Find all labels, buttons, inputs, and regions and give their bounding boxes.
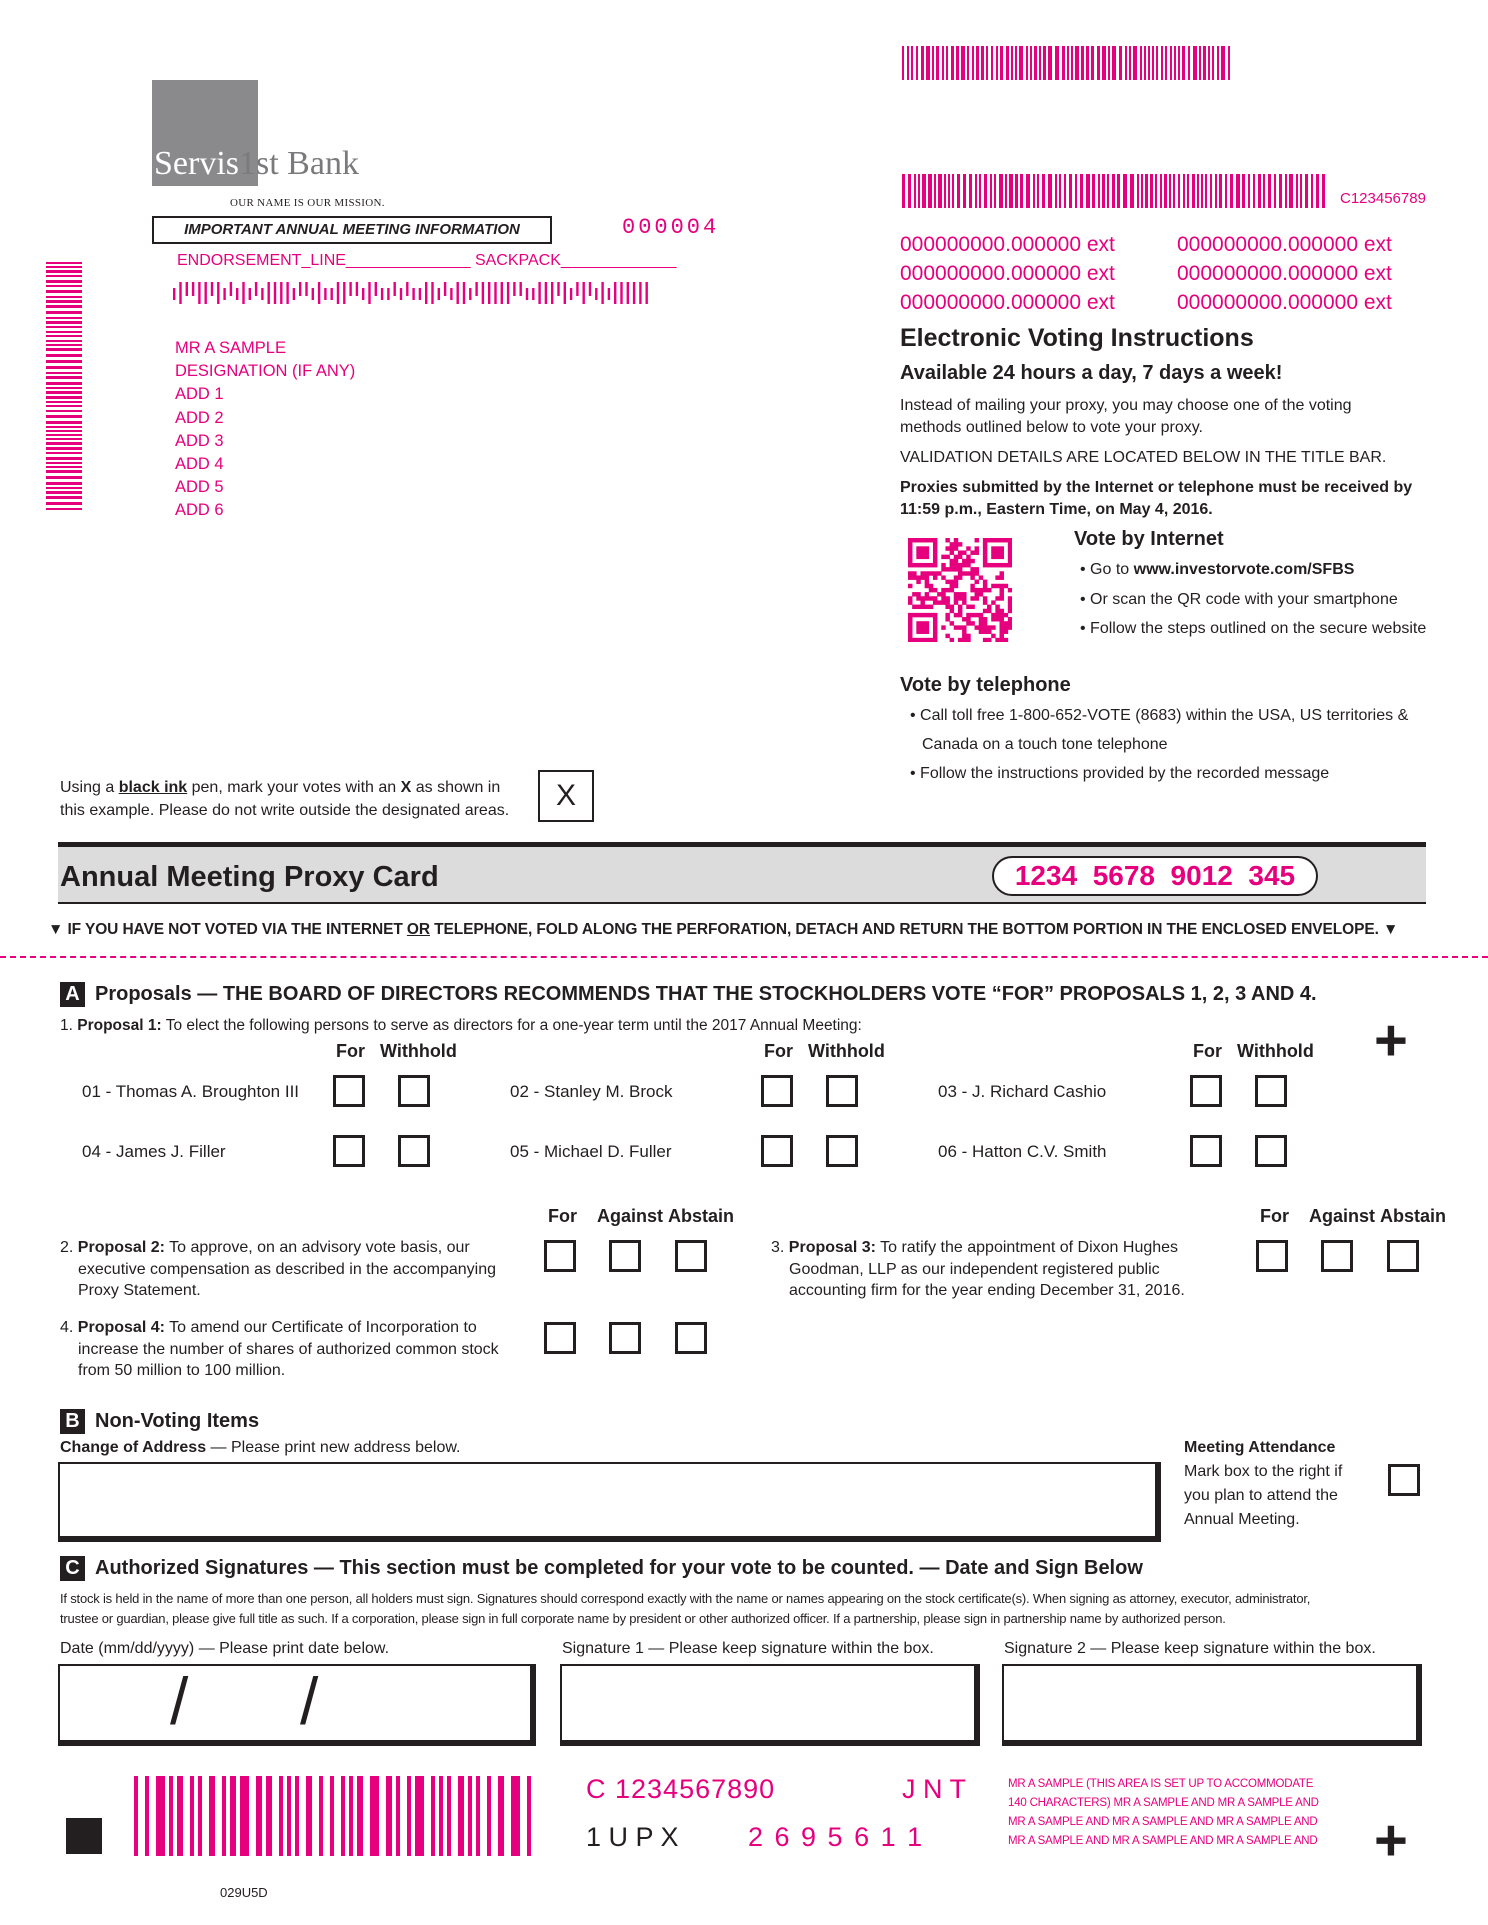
form-code: 029U5D	[220, 1885, 268, 1900]
phone-line-1: • Call toll free 1-800-652-VOTE (8683) within the USA, US territories &	[910, 707, 1409, 724]
evoting-title: Electronic Voting Instructions	[900, 324, 1254, 352]
address-line-6: ADD 4	[175, 455, 224, 474]
section-a-header	[60, 982, 1317, 1007]
attendance-title: Meeting Attendance	[1184, 1439, 1336, 1456]
ext-value-1: 000000000.000000 ext	[900, 233, 1115, 256]
p3-line-3: accounting firm for the year ending December 31, 2016.	[789, 1282, 1185, 1299]
footer-jnt: J N T	[902, 1774, 967, 1804]
validation-oval	[992, 856, 1318, 896]
ext-value-6: 000000000.000000 ext	[1177, 291, 1392, 314]
address-line-4: ADD 2	[175, 408, 224, 427]
signature-note	[60, 1589, 1310, 1629]
instr-c: pen, mark your votes with an	[187, 779, 401, 796]
nominee-4-for-checkbox[interactable]	[333, 1135, 365, 1167]
p2-line-3: Proxy Statement.	[78, 1282, 201, 1299]
p3-col-abstain: Abstain	[1380, 1206, 1447, 1226]
proposal-1-intro	[60, 1017, 862, 1035]
nominee-1-for-checkbox[interactable]	[333, 1075, 365, 1107]
attendance-line-3: Annual Meeting.	[1184, 1511, 1300, 1528]
p4-abstain-checkbox[interactable]	[675, 1322, 707, 1354]
p3-col-against: Against	[1309, 1206, 1376, 1226]
nominee-2-withhold-checkbox[interactable]	[826, 1075, 858, 1107]
nominee-1: 01 - Thomas A. Broughton III	[82, 1082, 300, 1101]
signature-1-label: Signature 1 — Please keep signature within the box.	[562, 1640, 934, 1657]
section-b-title: Non-Voting Items	[95, 1409, 260, 1432]
p3-line-1	[771, 1237, 1185, 1259]
nominee-6: 06 - Hatton C.V. Smith	[938, 1142, 1107, 1161]
endorsement-line: ENDORSEMENT_LINE______________ SACKPACK_____________	[177, 252, 677, 269]
change-address-label	[60, 1439, 460, 1457]
p4-against-checkbox[interactable]	[609, 1322, 641, 1354]
qr-code	[908, 538, 1012, 642]
instr-e: as shown in	[411, 779, 501, 796]
p4-label: Proposal 4:	[77, 1319, 165, 1336]
control-code: C123456789	[1340, 190, 1426, 207]
nominee-4-withhold-checkbox[interactable]	[398, 1135, 430, 1167]
p3-line-2: Goodman, LLP as our independent registered public	[789, 1260, 1160, 1278]
nominee-5: 05 - Michael D. Fuller	[510, 1142, 672, 1161]
col-withhold-1: Withhold	[380, 1041, 457, 1061]
evoting-subtitle: Available 24 hours a day, 7 days a week!	[900, 362, 1283, 384]
instr-a: Using a	[60, 779, 119, 796]
p2-col-against: Against	[597, 1206, 664, 1226]
signature-1-input[interactable]	[560, 1664, 980, 1746]
example-mark: X	[555, 779, 576, 812]
nominee-3-for-checkbox[interactable]	[1190, 1075, 1222, 1107]
section-b-letter: B	[60, 1409, 85, 1434]
p3-abstain-checkbox[interactable]	[1387, 1240, 1419, 1272]
important-info-box	[152, 216, 552, 244]
phone-line-3: • Follow the instructions provided by the recorded message	[910, 765, 1330, 782]
p3-text-1: To ratify the appointment of Dixon Hughes	[875, 1239, 1179, 1256]
attendance-line-1: Mark box to the right if	[1184, 1463, 1343, 1480]
phone-title: Vote by telephone	[900, 674, 1071, 696]
meeting-attendance	[1184, 1436, 1342, 1532]
address-line-2: DESIGNATION (IF ANY)	[175, 362, 356, 381]
ext-value-3: 000000000.000000 ext	[900, 262, 1115, 285]
address-line-3: ADD 1	[175, 385, 224, 404]
sample-line-2: 140 CHARACTERS) MR A SAMPLE AND MR A SAMPLE AND	[1008, 1797, 1319, 1809]
section-c-header	[60, 1556, 1143, 1581]
date-slash-2: /	[300, 1664, 319, 1738]
vertical-barcode-left	[46, 262, 82, 514]
top-barcode-2	[902, 174, 1326, 208]
sample-line-3: MR A SAMPLE AND MR A SAMPLE AND MR A SAMPLE AND	[1008, 1816, 1318, 1828]
col-for-1: For	[336, 1041, 365, 1061]
signature-note-line-2: trustee or guardian, please give full title as such. If a corporation, please sign in full corporate name by president or other authorized officer. If a partnership, please sign in partnership name by authorized person.	[60, 1611, 1226, 1626]
ext-value-2: 000000000.000000 ext	[1177, 233, 1392, 256]
footer-number: 2 6 9 5 6 1 1	[748, 1822, 925, 1852]
p3-for-checkbox[interactable]	[1256, 1240, 1288, 1272]
fold-text-a: IF YOU HAVE NOT VOTED VIA THE INTERNET	[67, 921, 407, 938]
nominee-3-withhold-checkbox[interactable]	[1255, 1075, 1287, 1107]
internet-go	[1080, 561, 1354, 579]
p1-text: To elect the following persons to serve as directors for a one-year term until the 2017 Annual Meeting:	[161, 1017, 862, 1034]
nominee-2-for-checkbox[interactable]	[761, 1075, 793, 1107]
sample-line-1: MR A SAMPLE (THIS AREA IS SET UP TO ACCOMMODATE	[1008, 1778, 1314, 1790]
phone-line-2: Canada on a touch tone telephone	[922, 736, 1168, 753]
validation-number: 1234 5678 9012 345	[1014, 860, 1296, 891]
proposal-2	[60, 1237, 496, 1302]
internet-url[interactable]: www.investorvote.com/SFBS	[1133, 561, 1355, 578]
p4-for-checkbox[interactable]	[544, 1322, 576, 1354]
meeting-attendance-checkbox[interactable]	[1388, 1464, 1420, 1496]
example-mark-box	[538, 770, 594, 822]
registration-plus-bottom: +	[1374, 1808, 1408, 1873]
p4-line-1	[60, 1317, 499, 1339]
signature-note-line-1: If stock is held in the name of more than one person, all holders must sign. Signatures should correspond exactly with the name or names appearing on the stock certificate(s). When signing as attorney, executor, administrator,	[60, 1591, 1311, 1606]
registration-plus-top: +	[1374, 1008, 1408, 1073]
instructions-line-1	[60, 776, 509, 799]
p2-abstain-checkbox[interactable]	[675, 1240, 707, 1272]
p2-line-2: executive compensation as described in the accompanying	[78, 1260, 497, 1278]
nominee-3: 03 - J. Richard Cashio	[938, 1082, 1107, 1101]
nominee-6-for-checkbox[interactable]	[1190, 1135, 1222, 1167]
col-withhold-2: Withhold	[808, 1041, 885, 1061]
address-line-5: ADD 3	[175, 431, 224, 450]
col-for-3: For	[1193, 1041, 1222, 1061]
nominee-5-for-checkbox[interactable]	[761, 1135, 793, 1167]
title-bar	[58, 842, 1426, 904]
instr-x: X	[400, 779, 412, 796]
col-for-2: For	[764, 1041, 793, 1061]
p2-line-1	[60, 1237, 496, 1259]
attendance-line-2: you plan to attend the	[1184, 1487, 1338, 1504]
bank-logo	[152, 80, 408, 188]
p2-label: Proposal 2:	[77, 1239, 165, 1256]
perforation-line[interactable]	[0, 956, 1488, 958]
logo-text-part1: Servis	[154, 145, 239, 182]
evoting-validation: VALIDATION DETAILS ARE LOCATED BELOW IN THE TITLE BAR.	[900, 449, 1387, 466]
p4-text-1: To amend our Certificate of Incorporation to	[164, 1319, 477, 1336]
nominee-5-withhold-checkbox[interactable]	[826, 1135, 858, 1167]
fold-instruction	[48, 921, 1398, 939]
col-withhold-3: Withhold	[1237, 1041, 1314, 1061]
date-input[interactable]	[58, 1664, 536, 1746]
card-title: Annual Meeting Proxy Card	[60, 861, 439, 893]
section-a-letter: A	[60, 982, 85, 1007]
p4-line-3: from 50 million to 100 million.	[78, 1362, 286, 1379]
p2-col-for: For	[548, 1206, 577, 1226]
fold-arrow-right: ▼	[1383, 921, 1399, 938]
registration-square	[66, 1818, 102, 1854]
evoting-intro: Instead of mailing your proxy, you may choose one of the voting methods outlined below to vote your proxy.	[900, 397, 1352, 436]
ext-value-4: 000000000.000000 ext	[1177, 262, 1392, 285]
evoting-deadline: Proxies submitted by the Internet or telephone must be received by 11:59 p.m., Eastern Time, on May 4, 2016.	[900, 479, 1413, 518]
internet-scan: • Or scan the QR code with your smartphone	[1080, 591, 1398, 608]
p3-col-for: For	[1260, 1206, 1289, 1226]
signature-2-input[interactable]	[1002, 1664, 1422, 1746]
postal-barcode	[173, 282, 651, 304]
footer-barcode	[134, 1776, 542, 1856]
p4-line-2: increase the number of shares of authorized common stock	[78, 1340, 499, 1358]
internet-go-prefix: • Go to	[1080, 561, 1134, 578]
important-info-label: IMPORTANT ANNUAL MEETING INFORMATION	[184, 221, 520, 238]
p1-num: 1.	[60, 1017, 73, 1034]
p1-label: Proposal 1:	[77, 1017, 162, 1034]
p2-col-abstain: Abstain	[668, 1206, 735, 1226]
nominee-2: 02 - Stanley M. Brock	[510, 1082, 673, 1101]
bank-tagline: OUR NAME IS OUR MISSION.	[230, 197, 385, 209]
fold-arrow-left: ▼	[48, 921, 64, 938]
internet-title: Vote by Internet	[1074, 528, 1224, 550]
section-c-letter: C	[60, 1556, 85, 1581]
footer-sample-block	[1008, 1775, 1319, 1851]
nominee-1-withhold-checkbox[interactable]	[398, 1075, 430, 1107]
p3-against-checkbox[interactable]	[1321, 1240, 1353, 1272]
signature-2-label: Signature 2 — Please keep signature within the box.	[1004, 1640, 1376, 1657]
instr-black-ink: black ink	[118, 779, 188, 796]
section-a-title: Proposals — THE BOARD OF DIRECTORS RECOMMENDS THAT THE STOCKHOLDERS VOTE “FOR” PROPOSALS 1, 2, 3 AND 4.	[95, 982, 1317, 1005]
p2-num: 2.	[60, 1239, 74, 1256]
fold-text-or: OR	[406, 921, 430, 938]
mailing-address	[175, 337, 355, 523]
logo-text	[154, 144, 359, 184]
ext-value-5: 000000000.000000 ext	[900, 291, 1115, 314]
address-line-1: MR A SAMPLE	[175, 339, 286, 357]
change-address-bold: Change of Address	[60, 1439, 207, 1456]
p3-label: Proposal 3:	[788, 1239, 876, 1256]
fold-text-b: TELEPHONE, FOLD ALONG THE PERFORATION, DETACH AND RETURN THE BOTTOM PORTION IN THE ENCLOSED ENVELOPE.	[429, 921, 1379, 938]
p2-text-1: To approve, on an advisory vote basis, our	[164, 1239, 470, 1256]
sequence-number: 000004	[622, 215, 720, 240]
internet-follow: • Follow the steps outlined on the secure website	[1080, 620, 1427, 637]
proposal-3	[771, 1237, 1185, 1302]
date-slash-1: /	[170, 1664, 189, 1738]
p4-num: 4.	[60, 1319, 74, 1336]
date-label: Date (mm/dd/yyyy) — Please print date below.	[60, 1640, 390, 1657]
instructions-line-2: this example. Please do not write outside the designated areas.	[60, 802, 510, 819]
change-address-text: — Please print new address below.	[206, 1439, 461, 1456]
p3-num: 3.	[771, 1239, 785, 1256]
footer-upx: 1 U P X	[586, 1822, 679, 1852]
section-c-title: Authorized Signatures — This section must be completed for your vote to be counted. — Date and Sign Below	[95, 1556, 1143, 1579]
nominee-6-withhold-checkbox[interactable]	[1255, 1135, 1287, 1167]
section-b-header	[60, 1409, 259, 1434]
top-barcode-1	[902, 46, 1234, 80]
p2-for-checkbox[interactable]	[544, 1240, 576, 1272]
nominee-4: 04 - James J. Filler	[82, 1142, 226, 1161]
address-line-7: ADD 5	[175, 478, 224, 497]
marking-instructions	[60, 776, 509, 822]
p2-against-checkbox[interactable]	[609, 1240, 641, 1272]
proposal-4	[60, 1317, 499, 1382]
change-address-input[interactable]	[58, 1462, 1161, 1542]
footer-c-code: C 1234567890	[586, 1774, 776, 1804]
logo-text-part2: 1st Bank	[239, 145, 359, 182]
address-line-8: ADD 6	[175, 501, 224, 520]
sample-line-4: MR A SAMPLE AND MR A SAMPLE AND MR A SAMPLE AND	[1008, 1835, 1318, 1847]
